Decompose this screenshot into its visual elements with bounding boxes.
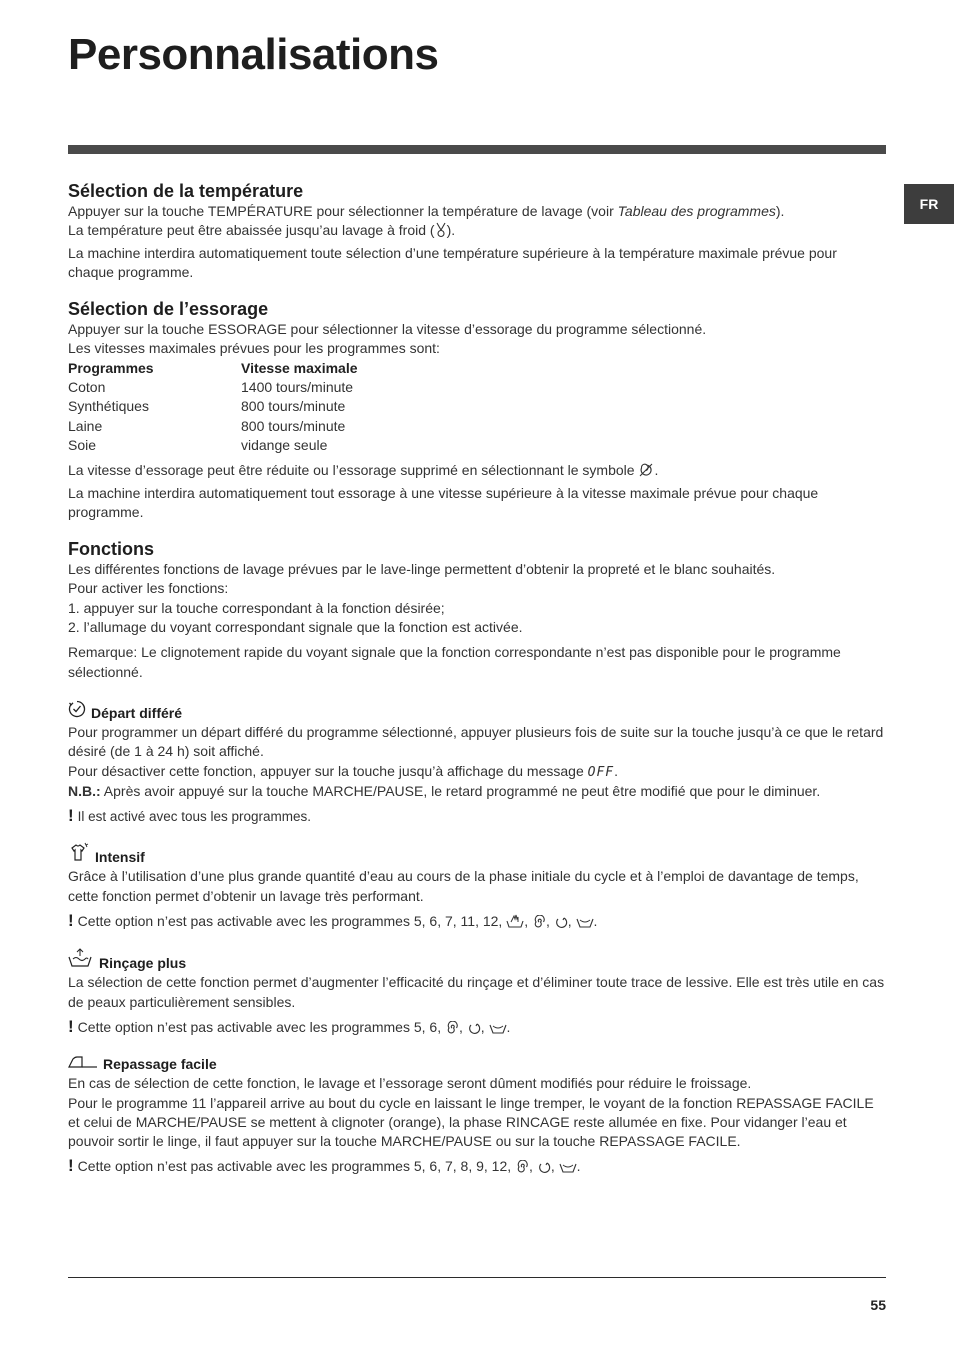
table-row	[68, 378, 886, 397]
table-header-row	[68, 359, 886, 378]
intensive-warning: ! Cette option n’est pas activable avec les programmes 5, 6, 7, 11, 12, , , , .	[68, 911, 886, 934]
page-title: Personnalisations	[68, 30, 439, 79]
temperature-paragraph-2: La température peut être abaissée jusqu’au lavage à froid ( ).	[68, 221, 886, 243]
temperature-paragraph-3: La machine interdira automatiquement toute sélection d’une température supérieure à la température maximale prévue pour chaque programme.	[68, 244, 837, 280]
no-spin-icon	[638, 462, 654, 483]
wool-icon	[532, 915, 546, 934]
easy-iron-icon	[68, 1054, 98, 1074]
page-number: 55	[870, 1297, 886, 1313]
rinse-subsection	[68, 948, 886, 1040]
delay-note: N.B.: Après avoir appuyé sur la touche MARCHE/PAUSE, le retard programmé ne peut être modifié que pour le diminuer.	[68, 782, 821, 799]
spin-paragraph-3: La vitesse d’essorage peut être réduite ou l’essorage supprimé en sélectionnant le symbole .	[68, 461, 886, 483]
table-cell: 1400 tours/minute	[241, 379, 354, 396]
spin-paragraph-1: Appuyer sur la touche ESSORAGE pour sélectionner la vitesse d’essorage du programme sélectionné.	[68, 321, 707, 338]
rinse-warning: ! Cette option n’est pas activable avec les programmes 5, 6, , , .	[68, 1017, 886, 1040]
footer-divider	[68, 1277, 886, 1278]
rinse-paragraph-1: La sélection de cette fonction permet d’augmenter l’efficacité du rinçage et d’éliminer toute trace de lessive. Elle est très utile en cas de peaux particulièrement sensibles.	[68, 974, 885, 1010]
rinse-heading: Rinçage plus	[68, 948, 886, 973]
intensive-paragraph-1: Grâce à l’utilisation d’une plus grande quantité d’eau au cours de la phase initiale du cycle et à l’emploi de davantage de temps, cette fonction permet d’obtenir un lavage très performant.	[68, 868, 859, 904]
functions-remark: Remarque: Le clignotement rapide du voyant signale que la fonction correspondante n’est pas disponible pour le programme sélectionné.	[68, 644, 841, 680]
silk-icon	[467, 1021, 481, 1040]
functions-section	[68, 538, 886, 682]
page-content	[68, 180, 886, 1194]
temperature-heading: Sélection de la température	[68, 181, 304, 201]
table-row	[68, 436, 886, 455]
intensive-shirt-icon	[68, 842, 90, 867]
delay-paragraph-1: Pour programmer un départ différé du programme sélectionné, appuyer plusieurs fois de suite sur la touche jusqu’à ce que le retard désiré (de 1 à 24 h) soit affiché.	[68, 723, 884, 760]
silk-icon	[537, 1160, 551, 1179]
spin-paragraph-4: La machine interdira automatiquement tout essorage à une vitesse supérieure à la vitesse maximale prévue pour chaque programme.	[68, 484, 819, 520]
rinse-plus-icon	[68, 948, 94, 973]
ironing-heading: Repassage facile	[68, 1054, 886, 1074]
ironing-paragraph-2: Pour le programme 11 l’appareil arrive au bout du cycle en laissant le linge tremper, le voyant de la fonction REPASSAGE FACILE et celui de MARCHE/PAUSE se mettent à clignoter (orange), la phase RINCAGE reste allumée en fixe. Pour vidanger l’eau et pouvoir sortir le linge, il faut appuyer sur la touche MARCHE/PAUSE ou sur la touche REPASSAGE FACILE.	[68, 1094, 874, 1150]
functions-heading: Fonctions	[68, 539, 154, 560]
table-header-cell: Vitesse maximale	[241, 359, 358, 376]
functions-step-1: 1. appuyer sur la touche correspondant à la fonction désirée;	[68, 599, 445, 616]
warning-icon: !	[68, 1156, 74, 1176]
delicate-icon	[559, 1160, 577, 1179]
table-row	[68, 397, 886, 416]
spin-section	[68, 298, 886, 522]
warning-icon: !	[68, 911, 74, 931]
intensive-heading: Intensif	[68, 842, 886, 867]
table-cell: Coton	[68, 379, 106, 396]
functions-paragraph-2: Pour activer les fonctions:	[68, 580, 229, 597]
ironing-paragraph-1: En cas de sélection de cette fonction, le lavage et l’essorage seront dûment modifiés pour réduire le froissage.	[68, 1075, 752, 1092]
spin-heading: Sélection de l’essorage	[68, 299, 269, 320]
intensive-subsection	[68, 842, 886, 934]
table-cell: Soie	[68, 436, 97, 453]
delay-heading: Départ différé	[68, 700, 886, 723]
silk-icon	[554, 915, 568, 934]
table-cell: 800 tours/minute	[241, 398, 346, 415]
spin-paragraph-2: Les vitesses maximales prévues pour les programmes sont:	[68, 340, 440, 357]
table-cell: Laine	[68, 417, 103, 434]
table-cell: 800 tours/minute	[241, 417, 346, 434]
delay-warning: ! Il est activé avec tous les programmes.	[68, 806, 312, 826]
table-header-cell: Programmes	[68, 359, 154, 376]
wool-icon	[515, 1160, 529, 1179]
delay-subsection	[68, 700, 886, 826]
handwash-icon	[506, 913, 524, 934]
warning-icon: !	[68, 1016, 74, 1036]
temperature-paragraph-1: Appuyer sur la touche TEMPÉRATURE pour sélectionner la température de lavage (voir Tableau des programmes).	[68, 203, 785, 219]
language-tab: FR	[904, 184, 954, 224]
delicate-icon	[576, 915, 594, 934]
delicate-icon	[489, 1021, 507, 1040]
spin-speed-table	[68, 359, 886, 455]
functions-step-2: 2. l’allumage du voyant correspondant signale que la fonction est activée.	[68, 619, 523, 636]
table-row	[68, 417, 886, 436]
delay-paragraph-2: Pour désactiver cette fonction, appuyer sur la touche jusqu’à affichage du message OFF.	[68, 762, 618, 780]
off-display-text: OFF	[587, 764, 615, 780]
cold-wash-icon	[435, 222, 447, 243]
delay-clock-icon	[68, 700, 86, 723]
wool-icon	[445, 1021, 459, 1040]
title-divider	[68, 145, 886, 154]
functions-paragraph-1: Les différentes fonctions de lavage prévues par le lave-linge permettent d’obtenir la propreté et le blanc souhaités.	[68, 561, 776, 578]
ironing-subsection	[68, 1054, 886, 1179]
ironing-warning: ! Cette option n’est pas activable avec les programmes 5, 6, 7, 8, 9, 12, , , .	[68, 1156, 886, 1179]
table-cell: vidange seule	[241, 436, 328, 453]
table-cell: Synthétiques	[68, 398, 149, 415]
temperature-section	[68, 180, 886, 282]
warning-icon: !	[68, 806, 74, 826]
